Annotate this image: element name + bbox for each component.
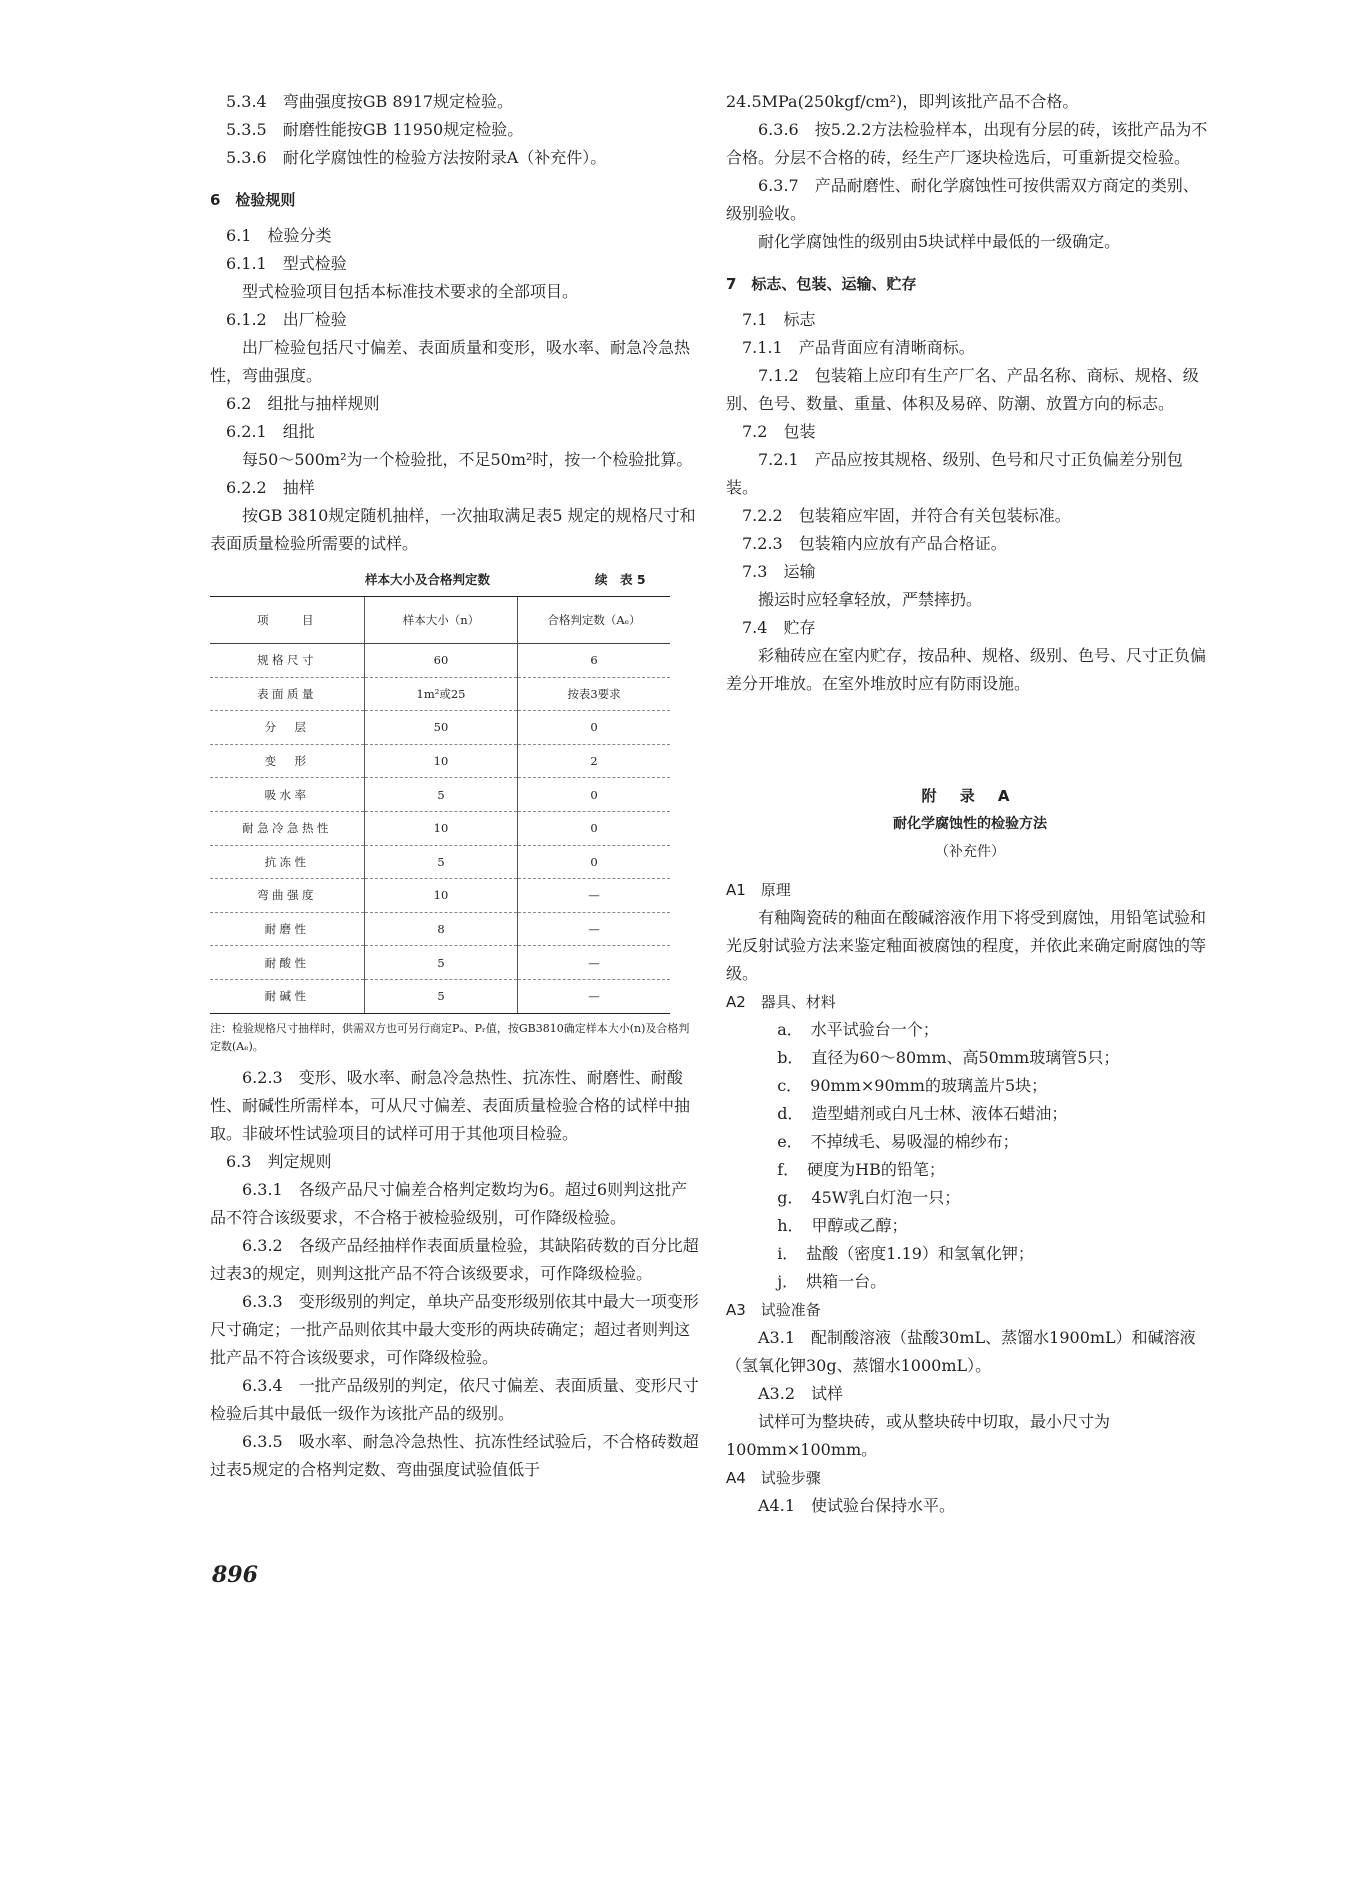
clause-6-3-3: 6.3.3 变形级别的判定，单块产品变形级别依其中最大一项变形尺寸确定；一批产品则依其中最大变形的两块砖确定；超过者则判这批产品不符合该级要求，可作降级检验。 (210, 1291, 699, 1367)
clause-7-2-3: 7.2.3 包装箱内应放有产品合格证。 (742, 534, 1007, 553)
row-acceptance: 0 (518, 845, 671, 879)
row-acceptance: 0 (518, 711, 671, 745)
list-item: c． 90mm×90mm的玻璃盖片5块； (777, 1076, 1048, 1095)
clause-6-3-4: 6.3.4 一批产品级别的判定，依尺寸偏差、表面质量、变形尺寸检验后其中最低一级作为该批产品的级别。 (210, 1375, 699, 1423)
clause-5-3-5: 5.3.5 耐磨性能按GB 11950规定检验。 (226, 120, 524, 139)
row-acceptance: — (518, 979, 671, 1013)
clause-6-3-2: 6.3.2 各级产品经抽样作表面质量检验，其缺陷砖数的百分比超过表3的规定，则判这批产品不符合该级要求，可作降级检验。 (210, 1235, 699, 1283)
list-item: g． 45W乳白灯泡一只； (777, 1188, 961, 1207)
appendix-a1-text: 有釉陶瓷砖的釉面在酸碱溶液作用下将受到腐蚀，用铅笔试验和光反射试验方法来鉴定釉面被腐蚀的程度，并依此来确定耐腐蚀的等级。 (726, 908, 1207, 983)
right-column (726, 88, 1214, 1520)
row-acceptance: 0 (518, 778, 671, 812)
appendix-a2-heading: A2 器具、材料 (726, 993, 836, 1011)
clause-7-1-2: 7.1.2 包装箱上应印有生产厂名、产品名称、商标、规格、级别、色号、数量、重量、体积及易碎、防潮、放置方向的标志。 (726, 366, 1199, 413)
row-item: 吸水率 (210, 778, 365, 812)
clause-6-2-2-text: 按GB 3810规定随机抽样，一次抽取满足表5 规定的规格尺寸和表面质量检验所需要的试样。 (210, 506, 696, 553)
row-sample-size: 5 (365, 946, 518, 980)
list-item: i． 盐酸（密度1.19）和氢氧化钾； (777, 1244, 1034, 1263)
clause-6-3-1: 6.3.1 各级产品尺寸偏差合格判定数均为6。超过6则判这批产品不符合该级要求，不合格于被检验级别，可作降级检验。 (210, 1179, 688, 1227)
page-number: 896 (212, 1562, 258, 1588)
row-item: 耐酸性 (210, 946, 365, 980)
table-row (210, 711, 670, 745)
row-sample-size: 8 (365, 912, 518, 946)
clause-6-1-1: 6.1.1 型式检验 (226, 254, 347, 273)
clause-7-4: 7.4 贮存 (742, 618, 816, 637)
appendix-a-header (726, 782, 1214, 866)
appendix-a3-1: A3.1 配制酸溶液（盐酸30mL、蒸馏水1900mL）和碱溶液（氢氧化钾30g、蒸馏水1000mL）。 (726, 1328, 1196, 1375)
row-item: 规格尺寸 (210, 644, 365, 678)
row-item: 抗冻性 (210, 845, 365, 879)
list-item: b． 直径为60～80mm、高50mm玻璃管5只； (777, 1048, 1120, 1067)
table-row (210, 879, 670, 913)
clause-6-1-2: 6.1.2 出厂检验 (226, 310, 347, 329)
table-row (210, 979, 670, 1013)
clause-6-2-2: 6.2.2 抽样 (226, 478, 315, 497)
row-item: 耐磨性 (210, 912, 365, 946)
table-row (210, 811, 670, 845)
table-row (210, 845, 670, 879)
row-sample-size: 1m²或25 (365, 677, 518, 711)
clause-7-1: 7.1 标志 (742, 310, 816, 329)
row-item: 表面质量 (210, 677, 365, 711)
table-row (210, 946, 670, 980)
clause-7-1-1: 7.1.1 产品背面应有清晰商标。 (742, 338, 975, 357)
row-sample-size: 10 (365, 879, 518, 913)
clause-6-3-7: 6.3.7 产品耐磨性、耐化学腐蚀性可按供需双方商定的类别、级别验收。 (726, 176, 1199, 223)
clause-7-4-text: 彩釉砖应在室内贮存，按品种、规格、级别、色号、尺寸正负偏差分开堆放。在室外堆放时应有防雨设施。 (726, 646, 1207, 693)
clause-7-2-1: 7.2.1 产品应按其规格、级别、色号和尺寸正负偏差分别包装。 (726, 450, 1183, 497)
header-acceptance-number: 合格判定数（Aₑ） (518, 597, 671, 644)
appendix-a1-heading: A1 原理 (726, 881, 791, 899)
clause-5-3-4: 5.3.4 弯曲强度按GB 8917规定检验。 (226, 92, 514, 111)
header-item: 项 目 (210, 597, 365, 644)
row-item: 耐急冷急热性 (210, 811, 365, 845)
table-5-caption (210, 566, 700, 594)
header-sample-size: 样本大小（n） (365, 597, 518, 644)
list-item: h． 甲醇或乙醇； (777, 1216, 908, 1235)
left-column (210, 88, 700, 1484)
row-acceptance: — (518, 912, 671, 946)
list-item: e． 不掉绒毛、易吸湿的棉纱布； (777, 1132, 1019, 1151)
row-item: 变 形 (210, 744, 365, 778)
section-6-heading: 6 检验规则 (210, 191, 296, 209)
table-5 (210, 596, 670, 1014)
row-sample-size: 10 (365, 811, 518, 845)
appendix-a3-2-text: 试样可为整块砖，或从整块砖中切取，最小尺寸为100mm×100mm。 (726, 1412, 1111, 1459)
clause-7-2: 7.2 包装 (742, 422, 816, 441)
appendix-a4-1: A4.1 使试验台保持水平。 (758, 1496, 956, 1515)
table-row (210, 912, 670, 946)
table-row (210, 778, 670, 812)
row-item: 耐碱性 (210, 979, 365, 1013)
list-item: d． 造型蜡剂或白凡士林、液体石蜡油； (777, 1104, 1068, 1123)
section-7-heading: 7 标志、包装、运输、贮存 (726, 275, 917, 293)
appendix-a3-2: A3.2 试样 (758, 1384, 844, 1403)
row-item: 弯曲强度 (210, 879, 365, 913)
row-sample-size: 60 (365, 644, 518, 678)
clause-6-1-1-text: 型式检验项目包括本标准技术要求的全部项目。 (242, 282, 579, 301)
row-sample-size: 5 (365, 979, 518, 1013)
clause-7-3: 7.3 运输 (742, 562, 816, 581)
table-5-title: 样本大小及合格判定数 (365, 572, 491, 587)
clause-6-3-7-text: 耐化学腐蚀性的级别由5块试样中最低的一级确定。 (758, 232, 1121, 251)
row-item: 分 层 (210, 711, 365, 745)
table-row (210, 677, 670, 711)
clause-6-2-1-text: 每50～500m²为一个检验批，不足50m²时，按一个检验批算。 (242, 450, 693, 469)
clause-6-3: 6.3 判定规则 (226, 1151, 332, 1171)
table-5-note: 注：检验规格尺寸抽样时，供需双方也可另行商定Pₐ、Pᵣ值，按GB3810确定样本大小(n)及合格判定数(Aₑ)。 (210, 1021, 690, 1053)
table-row (210, 744, 670, 778)
row-acceptance: — (518, 946, 671, 980)
table-row (210, 644, 670, 678)
appendix-supplement-label: （补充件） (935, 844, 1005, 860)
clause-6-3-5-continued: 24.5MPa(250kgf/cm²)，即判该批产品不合格。 (726, 92, 1079, 111)
clause-6-2-1: 6.2.1 组批 (226, 422, 315, 441)
clause-6-1-2-text: 出厂检验包括尺寸偏差、表面质量和变形，吸水率、耐急冷急热性，弯曲强度。 (210, 338, 691, 385)
row-sample-size: 10 (365, 744, 518, 778)
clause-6-2-3: 6.2.3 变形、吸水率、耐急冷急热性、抗冻性、耐磨性、耐酸性、耐碱性所需样本，可从尺寸偏差、表面质量检验合格的试样中抽取。非破坏性试验项目的试样可用于其他项目检验。 (210, 1067, 691, 1143)
clause-6-3-6: 6.3.6 按5.2.2方法检验样本，出现有分层的砖，该批产品为不合格。分层不合格的砖，经生产厂逐块检选后，可重新提交检验。 (726, 120, 1208, 167)
row-acceptance: 按表3要求 (518, 677, 671, 711)
row-acceptance: 0 (518, 811, 671, 845)
appendix-a3-heading: A3 试验准备 (726, 1301, 821, 1319)
clause-5-3-6: 5.3.6 耐化学腐蚀性的检验方法按附录A（补充件）。 (226, 148, 607, 167)
clause-7-3-text: 搬运时应轻拿轻放，严禁摔扔。 (758, 590, 983, 609)
clause-6-1: 6.1 检验分类 (226, 226, 332, 245)
clause-6-3-5: 6.3.5 吸水率、耐急冷急热性、抗冻性经试验后，不合格砖数超过表5规定的合格判定数、弯曲强度试验值低于 (210, 1431, 699, 1479)
row-sample-size: 5 (365, 845, 518, 879)
row-sample-size: 50 (365, 711, 518, 745)
row-acceptance: 2 (518, 744, 671, 778)
table-header-row (210, 597, 670, 644)
list-item: f． 硬度为HB的铅笔； (777, 1160, 945, 1179)
clause-6-2: 6.2 组批与抽样规则 (226, 394, 380, 413)
row-sample-size: 5 (365, 778, 518, 812)
row-acceptance: 6 (518, 644, 671, 678)
appendix-title: 附 录 A (921, 787, 1019, 805)
appendix-subtitle: 耐化学腐蚀性的检验方法 (893, 816, 1047, 832)
clause-7-2-2: 7.2.2 包装箱应牢固，并符合有关包装标准。 (742, 506, 1071, 525)
appendix-a4-heading: A4 试验步骤 (726, 1469, 821, 1487)
row-acceptance: — (518, 879, 671, 913)
list-item: a． 水平试验台一个； (777, 1020, 939, 1039)
list-item: j． 烘箱一台。 (777, 1272, 887, 1291)
table-5-continued-label: 续 表 5 (595, 572, 646, 587)
